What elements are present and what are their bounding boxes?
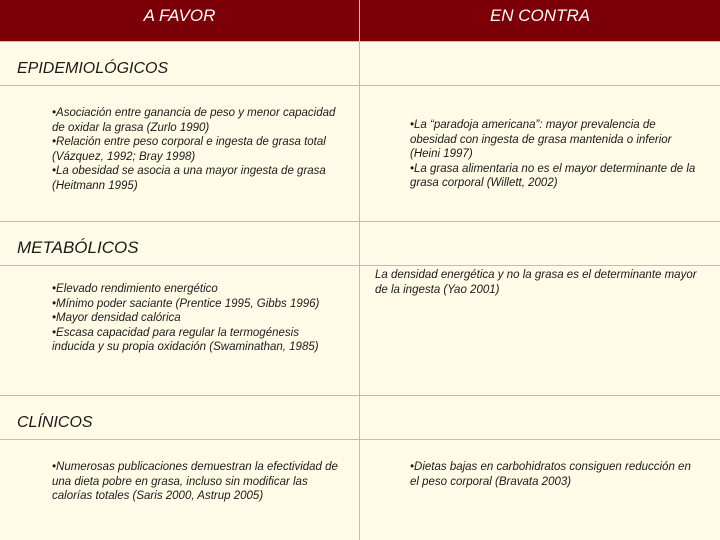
list-item: •Mayor densidad calórica bbox=[52, 312, 181, 324]
section-title-clinicos: CLÍNICOS bbox=[0, 396, 360, 440]
epidemiologicos-contra-list bbox=[410, 118, 700, 191]
list-item: •Asociación entre ganancia de peso y menor capacidad de oxidar la grasa (Zurlo 1990) bbox=[52, 107, 336, 134]
header-favor: A FAVOR bbox=[0, 0, 360, 42]
metabolicos-favor-list bbox=[52, 282, 339, 355]
epidemiologicos-favor-cell bbox=[0, 86, 360, 222]
metabolicos-favor-cell bbox=[0, 266, 360, 396]
epidemiologicos-contra-cell bbox=[360, 86, 720, 222]
list-item: •Elevado rendimiento energético bbox=[52, 283, 218, 295]
section-title-spacer bbox=[360, 42, 720, 86]
section-title-spacer bbox=[360, 396, 720, 440]
clinicos-favor-list bbox=[52, 460, 339, 504]
clinicos-favor-cell bbox=[0, 440, 360, 540]
metabolicos-contra-cell bbox=[360, 266, 720, 396]
list-item: •Numerosas publicaciones demuestran la efectividad de una dieta pobre en grasa, incluso sin modificar las calorías totales (Saris 2000, Astrup 2005) bbox=[52, 461, 338, 502]
list-item: •Dietas bajas en carbohidratos consiguen reducción en el peso corporal (Bravata 2003) bbox=[410, 461, 691, 488]
list-item: •La “paradoja americana”: mayor prevalencia de obesidad con ingesta de grasa mantenida o inferior (Heini 1997) bbox=[410, 119, 672, 160]
epidemiologicos-favor-list bbox=[52, 106, 339, 193]
list-item: •La obesidad se asocia a una mayor ingesta de grasa (Heitmann 1995) bbox=[52, 165, 326, 192]
list-item: •Relación entre peso corporal e ingesta de grasa total (Vázquez, 1992; Bray 1998) bbox=[52, 136, 326, 163]
list-item: La densidad energética y no la grasa es el determinante mayor de la ingesta (Yao 2001) bbox=[375, 269, 697, 296]
section-title-epidemiologicos: EPIDEMIOLÓGICOS bbox=[0, 42, 360, 86]
clinicos-contra-cell bbox=[360, 440, 720, 540]
clinicos-contra-list bbox=[410, 460, 700, 489]
list-item: •Escasa capacidad para regular la termogénesis inducida y su propia oxidación (Swaminathan, 1985) bbox=[52, 326, 319, 353]
section-title-metabolicos: METABÓLICOS bbox=[0, 222, 360, 266]
list-item: •Mínimo poder saciante (Prentice 1995, Gibbs 1996) bbox=[52, 297, 320, 310]
list-item: •La grasa alimentaria no es el mayor determinante de la grasa corporal (Willett, 2002) bbox=[410, 162, 696, 189]
section-title-spacer bbox=[360, 222, 720, 266]
header-contra: EN CONTRA bbox=[360, 0, 720, 42]
metabolicos-contra-list bbox=[375, 268, 705, 297]
